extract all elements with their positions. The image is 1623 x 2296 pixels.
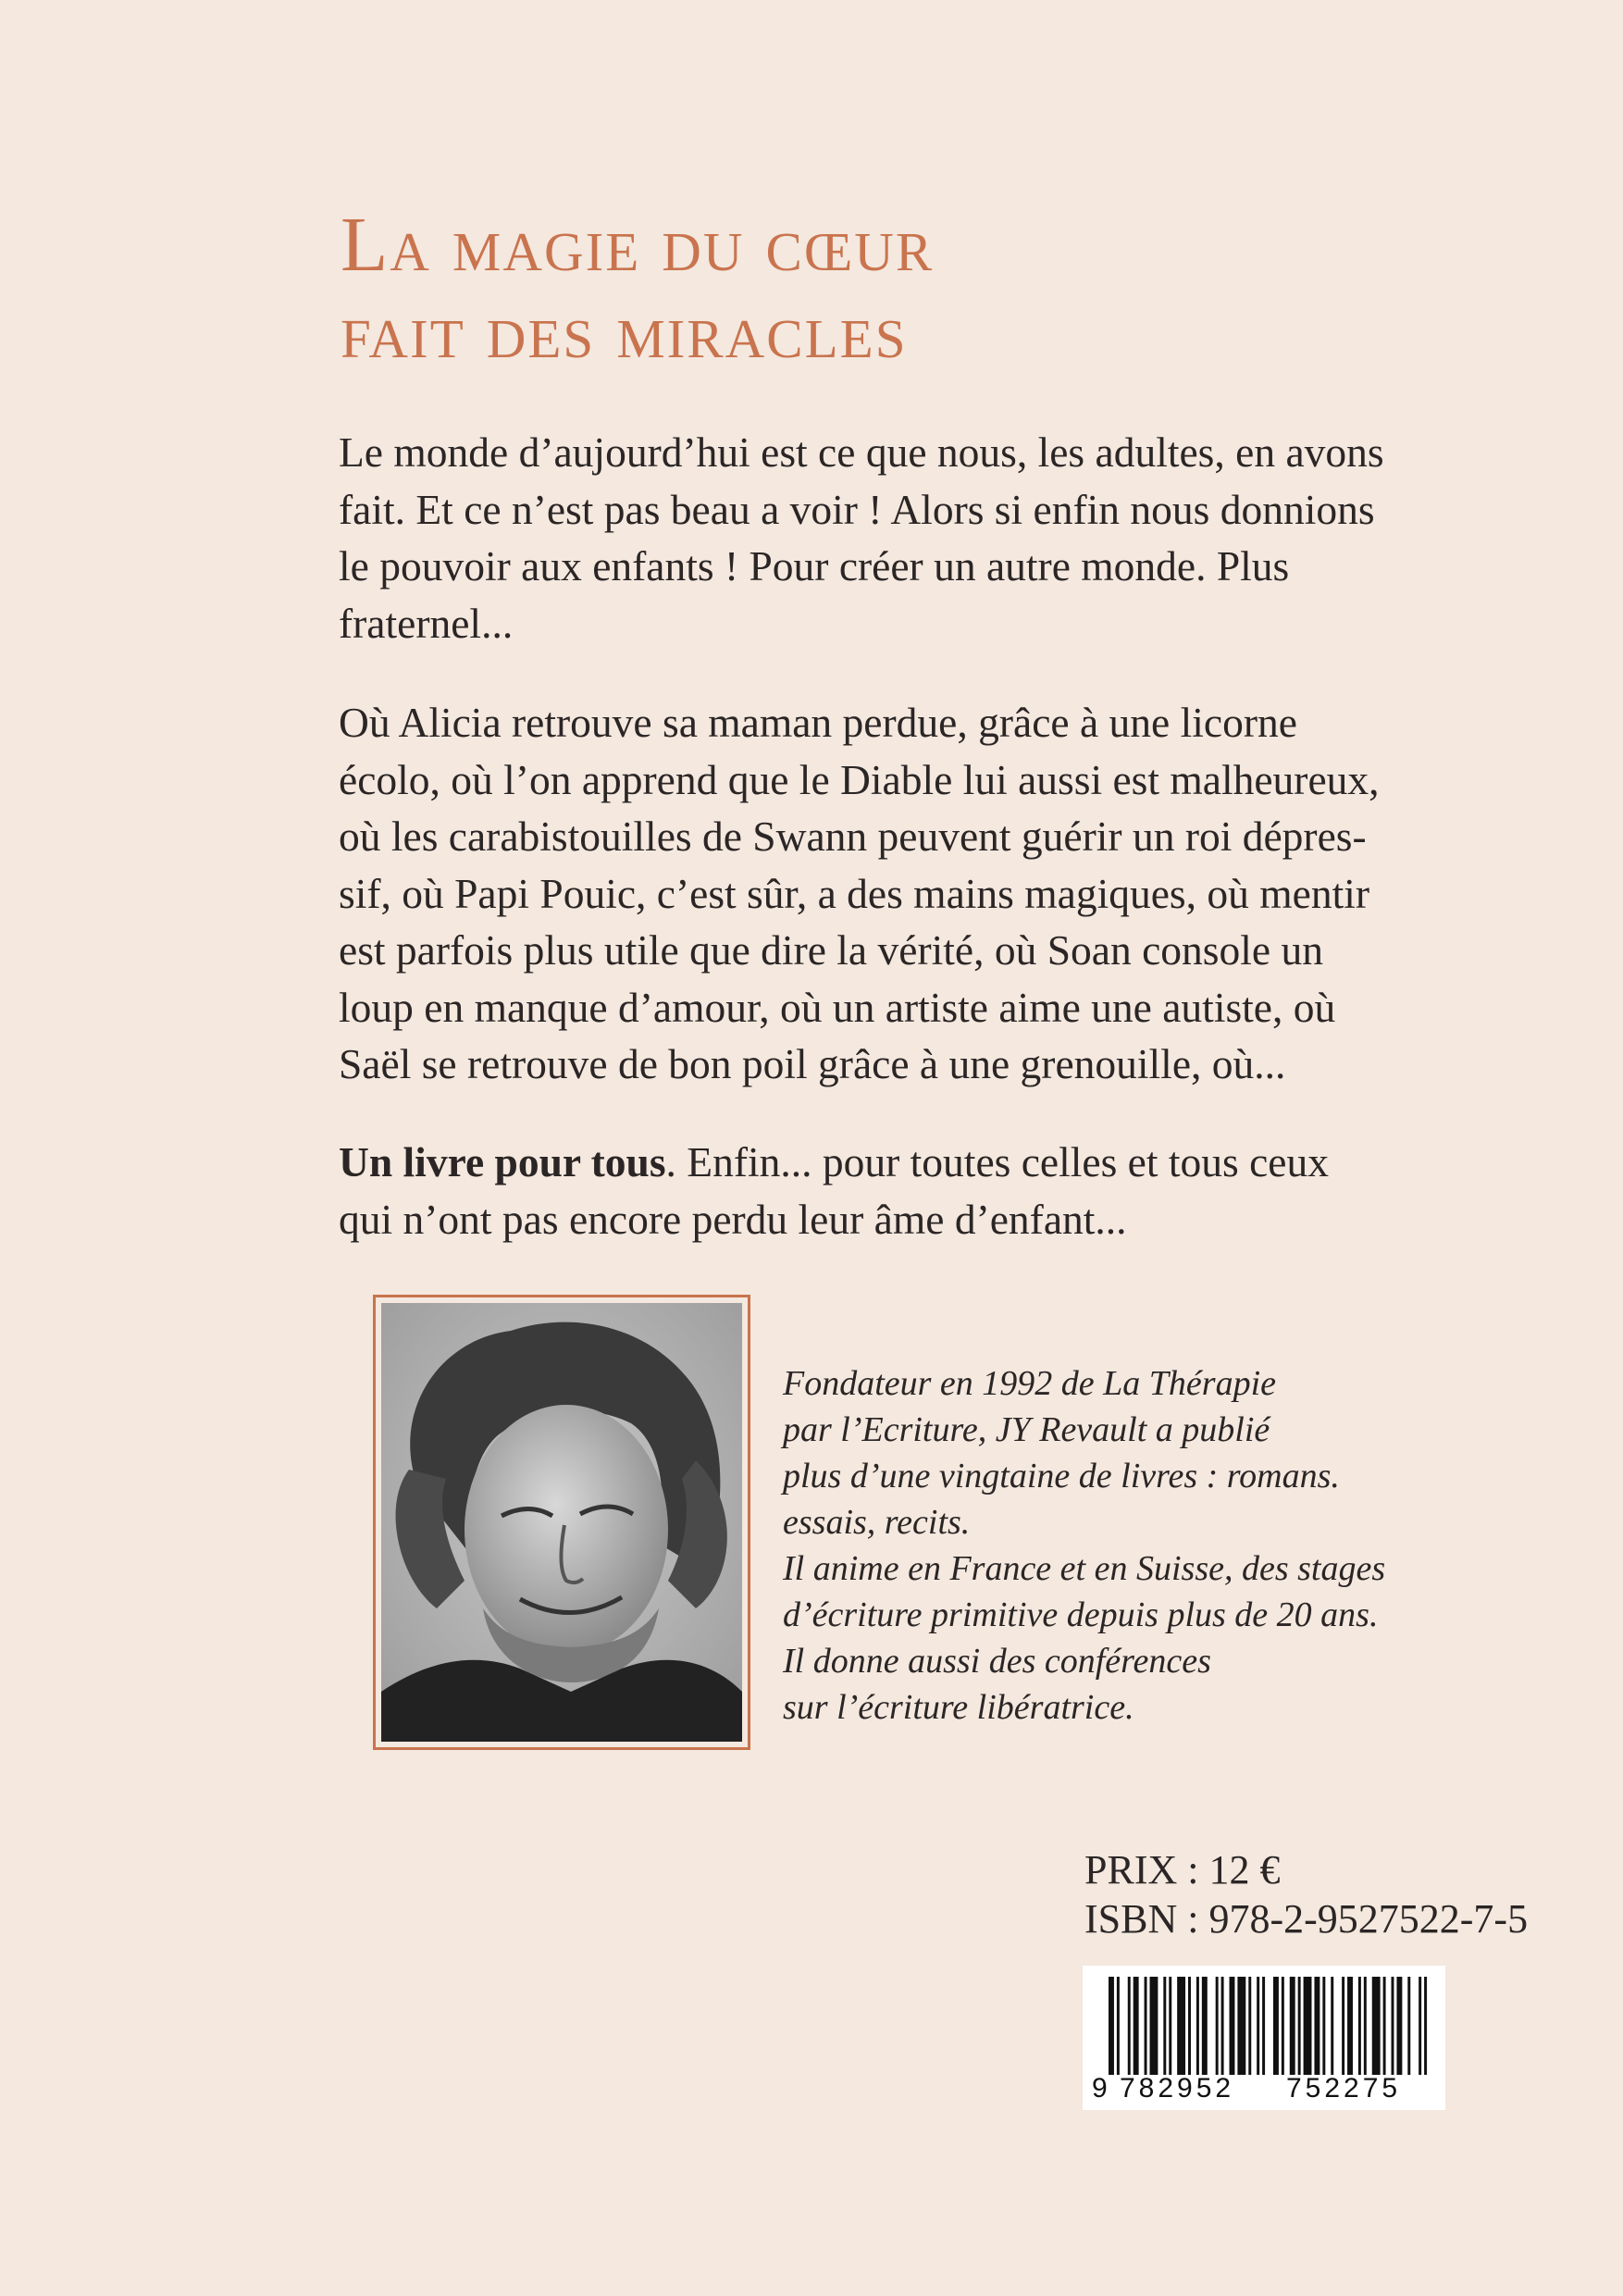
barcode-bar xyxy=(1163,1977,1166,2075)
barcode-bar xyxy=(1149,1977,1158,2075)
text-line xyxy=(339,1134,1463,1191)
barcode-bar xyxy=(1169,1977,1171,2075)
text-line: sif, où Papi Pouic, c’est sûr, a des mains magiques, où mentir xyxy=(339,869,1370,917)
barcode-bar xyxy=(1322,1977,1325,2075)
barcode-bar xyxy=(1177,1977,1185,2075)
barcode-bar xyxy=(1407,1977,1410,2075)
barcode-bar xyxy=(1273,1977,1279,2075)
text-line: Où Alicia retrouve sa maman perdue, grâce à une licorne xyxy=(339,699,1297,746)
barcode-bar xyxy=(1282,1977,1284,2075)
text-line: Saël se retrouve de bon poil grâce à une grenouille, où... xyxy=(339,1040,1286,1087)
text-line: est parfois plus utile que dire la vérité, où Soan console un xyxy=(339,926,1323,974)
author-portrait-image xyxy=(381,1303,742,1742)
text-line: le pouvoir aux enfants ! Pour créer un autre monde. Plus xyxy=(339,542,1290,590)
barcode-bar xyxy=(1128,1977,1131,2075)
bio-line: par l’Ecriture, JY Revault a publié xyxy=(783,1410,1270,1449)
bio-line: plus d’une vingtaine de livres : romans. xyxy=(783,1457,1340,1496)
isbn-barcode xyxy=(1083,1966,1445,2110)
book-title xyxy=(341,202,1497,376)
bio-line: Il donne aussi des conférences xyxy=(783,1642,1211,1681)
bio-line: essais, recits. xyxy=(783,1503,971,1542)
barcode-first-digit: 9 xyxy=(1092,2073,1108,2104)
barcode-bar xyxy=(1419,1977,1421,2075)
barcode-group-1: 782952 xyxy=(1120,2073,1235,2104)
bold-tagline: Un livre pour tous xyxy=(339,1138,666,1185)
barcode-bar xyxy=(1202,1977,1208,2075)
bio-line: sur l’écriture libératrice. xyxy=(783,1688,1134,1727)
barcode-bar xyxy=(1188,1977,1191,2075)
bio-line: d’écriture primitive depuis plus de 20 ans. xyxy=(783,1595,1379,1634)
barcode-bar xyxy=(1216,1977,1219,2075)
barcode-bar xyxy=(1396,1977,1402,2075)
isbn-label: ISBN : 978-2-9527522-7-5 xyxy=(1084,1896,1529,1942)
barcode-group-2: 752275 xyxy=(1286,2073,1402,2104)
tagline-rest: . Enfin... pour toutes celles et tous ceux xyxy=(665,1138,1329,1185)
bio-line: Fondateur en 1992 de La Thérapie xyxy=(783,1364,1277,1403)
barcode-bar xyxy=(1134,1977,1139,2075)
barcode-bar xyxy=(1364,1977,1367,2075)
text-line: fait. Et ce n’est pas beau a voir ! Alors si enfin nous donnions xyxy=(339,485,1375,533)
paragraph-summary xyxy=(339,694,1463,1093)
barcode-bar xyxy=(1347,1977,1353,2075)
text-line: loup en manque d’amour, où un artiste aime une autiste, où xyxy=(339,983,1336,1031)
barcode-bar xyxy=(1392,1977,1394,2075)
barcode-bar xyxy=(1196,1977,1199,2075)
barcode-bar xyxy=(1314,1977,1319,2075)
barcode-bar xyxy=(1290,1977,1295,2075)
barcode-bar xyxy=(1248,1977,1251,2075)
barcode-bar xyxy=(1424,1977,1427,2075)
barcode-bar xyxy=(1358,1977,1361,2075)
price-label: PRIX : 12 € xyxy=(1084,1847,1281,1893)
barcode-bar xyxy=(1342,1977,1344,2075)
paragraph-intro xyxy=(339,424,1463,652)
barcode-bar xyxy=(1257,1977,1259,2075)
text-line: qui n’ont pas encore perdu leur âme d’enfant... xyxy=(339,1195,1127,1243)
bio-line: Il anime en France et en Suisse, des stages xyxy=(783,1549,1386,1588)
barcode-bar xyxy=(1383,1977,1386,2075)
barcode-bars xyxy=(1109,1977,1432,2075)
barcode-bar xyxy=(1372,1977,1381,2075)
barcode-bar xyxy=(1331,1977,1333,2075)
barcode-bar xyxy=(1304,1977,1312,2075)
title-line-1: La magie du cœur xyxy=(341,202,935,288)
barcode-bar xyxy=(1221,1977,1224,2075)
barcode-digits xyxy=(1083,2071,1445,2108)
barcode-bar xyxy=(1230,1977,1235,2075)
text-line: écolo, où l’on apprend que le Diable lui aussi est malheureux, xyxy=(339,755,1380,803)
price-block xyxy=(1084,1845,1528,1943)
author-photo xyxy=(373,1295,750,1750)
author-bio xyxy=(783,1360,1542,1731)
barcode-bar xyxy=(1262,1977,1265,2075)
barcode-bar xyxy=(1237,1977,1245,2075)
text-line: fraternel... xyxy=(339,599,514,647)
barcode-bar xyxy=(1109,1977,1114,2075)
barcode-bar xyxy=(1117,1977,1120,2075)
text-line: où les carabistouilles de Swann peuvent guérir un roi dépres- xyxy=(339,813,1367,860)
barcode-bar xyxy=(1298,1977,1301,2075)
paragraph-closing xyxy=(339,1134,1463,1247)
text-line: Le monde d’aujourd’hui est ce que nous, les adultes, en avons xyxy=(339,428,1384,476)
title-line-2: fait des miracles xyxy=(341,289,908,375)
barcode-bar xyxy=(1145,1977,1147,2075)
